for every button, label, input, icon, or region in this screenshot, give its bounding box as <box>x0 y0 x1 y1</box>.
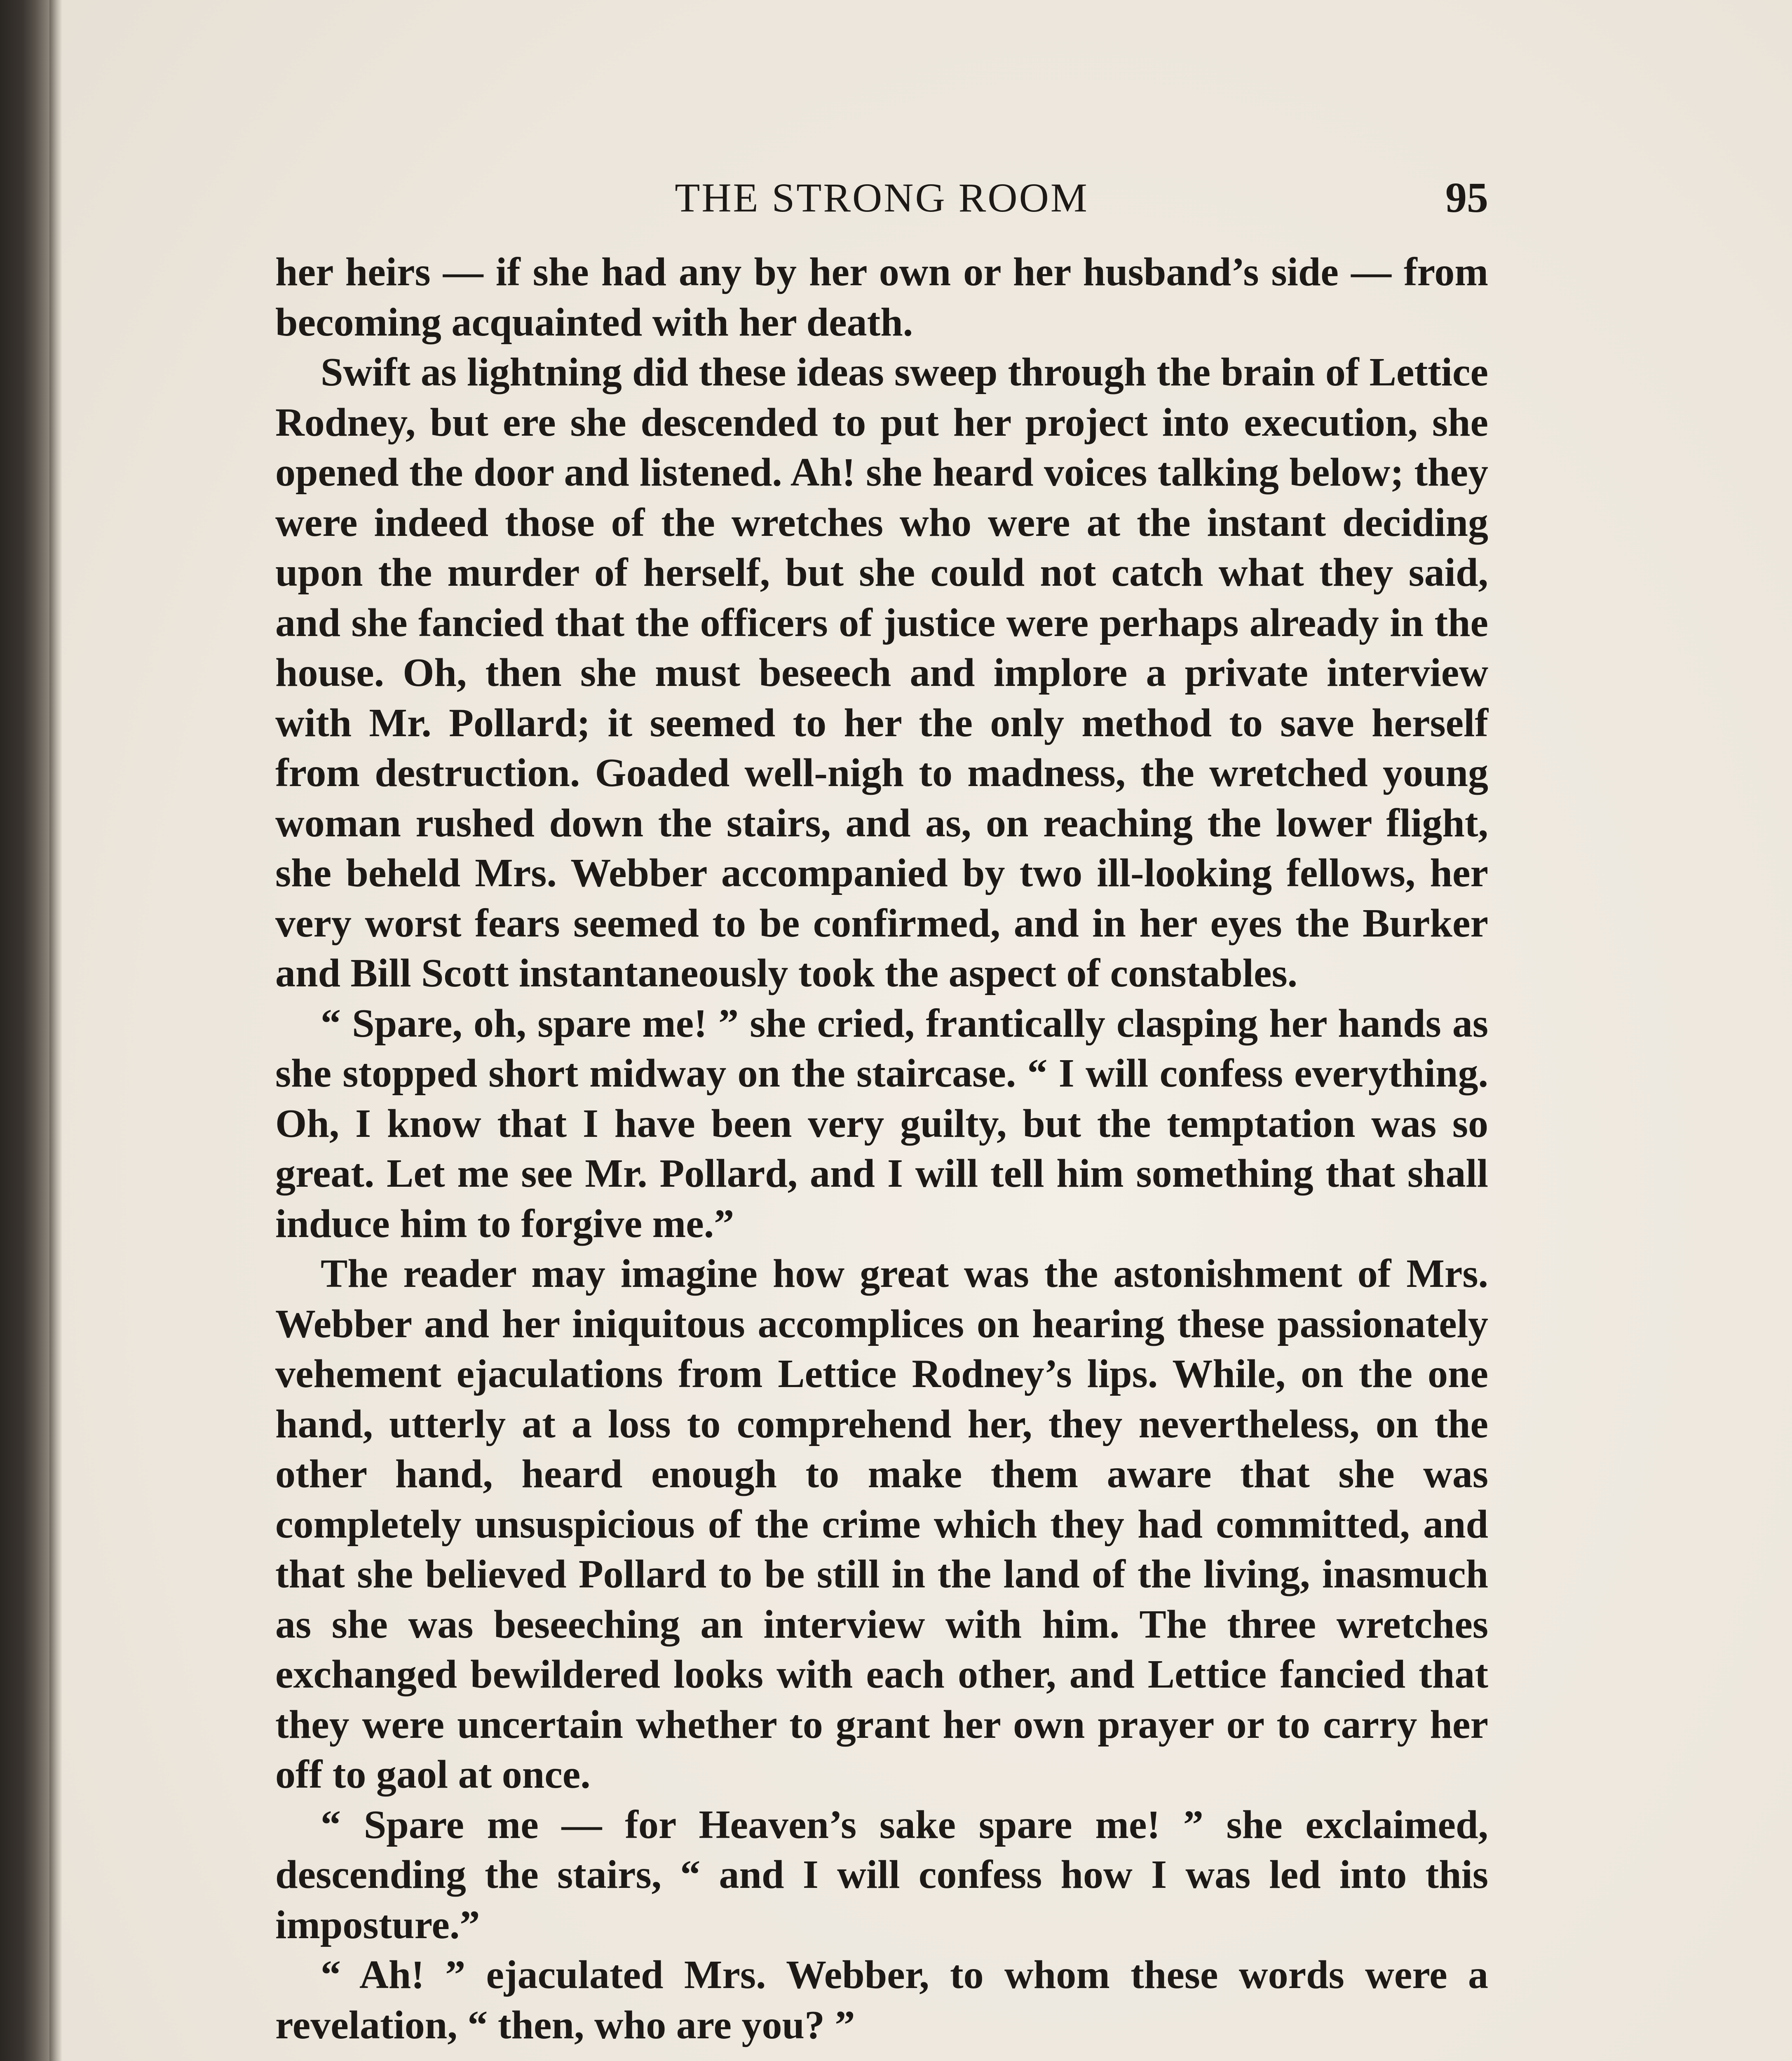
running-title: THE STRONG ROOM <box>675 175 1089 221</box>
book-spine-shadow <box>0 0 49 2061</box>
page-header <box>275 165 1488 231</box>
book-gutter <box>49 0 62 2061</box>
body-text <box>275 247 1488 2050</box>
page-number: 95 <box>1445 174 1488 221</box>
paragraph: The reader may imagine how great was the astonishment of Mrs. Webber and her iniquitous accomplices on hearing these passionately vehement ejaculations from Lettice Rodney’s lips. While, on the one hand, utterly at a loss to comprehend her, they nevertheless, on the other hand, heard enough to make them aware that she was completely unsuspicious of the crime which they had committed, and that she believed Pollard to be still in the land of the living, inasmuch as she was beseeching an interview with him. The three wretches exchanged bewildered looks with each other, and Lettice fancied that they were uncertain whether to grant her own prayer or to carry her off to gaol at once. <box>275 1251 1488 1797</box>
paragraph: her heirs — if she had any by her own or her husband’s side — from becoming acquainted with her death. <box>275 250 1488 345</box>
paragraph: “ Spare me — for Heaven’s sake spare me! ” she exclaimed, descending the stairs, “ and I will confess how I was led into this imposture.” <box>275 1802 1488 1947</box>
paragraph: Swift as lightning did these ideas sweep through the brain of Lettice Rodney, but ere she descended to put her project into execution, she opened the door and listened. Ah! she heard voices talking below; they were indeed those of the wretches who were at the instant deciding upon the murder of herself, but she could not catch what they said, and she fancied that the officers of justice were perhaps already in the house. Oh, then she must beseech and implore a private interview with Mr. Pollard; it seemed to her the only method to save herself from destruction. Goaded well-nigh to madness, the wretched young woman rushed down the stairs, and as, on reaching the lower flight, she beheld Mrs. Webber accompanied by two ill-looking fellows, her very worst fears seemed to be confirmed, and in her eyes the Burker and Bill Scott instantaneously took the aspect of constables. <box>275 350 1488 995</box>
paragraph: “ Spare, oh, spare me! ” she cried, frantically clasping her hands as she stopped short midway on the staircase. “ I will confess everything. Oh, I know that I have been very guilty, but the temptation was so great. Let me see Mr. Pollard, and I will tell him something that shall induce him to forgive me.” <box>275 1001 1488 1246</box>
paragraph: “ Ah! ” ejaculated Mrs. Webber, to whom these words were a revelation, “ then, who are you? ” <box>275 1953 1488 2047</box>
